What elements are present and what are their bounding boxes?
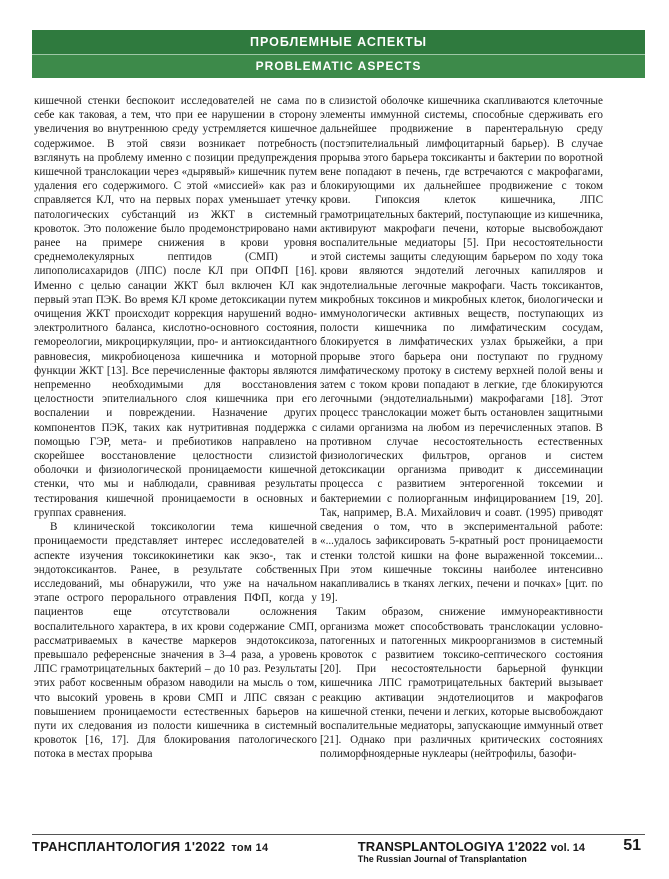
journal-title-ru: ТРАНСПЛАНТОЛОГИЯ 1'2022 (32, 839, 226, 854)
page-number: 51 (623, 837, 641, 854)
left-paragraph-1: кишечной стенки беспокоит исследователей не сама по себе как таковая, а тем, что при ее нарушении в сторону увеличения во внутреннюю среду устремляется кишечное содержимое. В этой связи возникает потребность взглянуть на проблему именно с позиции предупреждения кишечной транслокации через «дырявый» кишечник путем удаления его содержимого. С этой «миссией» как раз и справляется КЛ, что на первых порах уменьшает утечку патологических субстанций из ЖКТ в системный кровоток. Это положение было продемонстрировано нами ранее на примере снижения в крови уровня среднемолекулярных пептидов (СМП) и липополисахаридов (ЛПС) после КЛ при ОПФП [16]. Именно с целью санации ЖКТ был включен КЛ как первый этап ПЭК. Во время КЛ кроме детоксикации путем очищения ЖКТ происходит коррекция нарушений водно-электролитного баланса, кислотно-основного состояния, гемореологии, микроциркуляции, про- и антиоксидантного равновесия, микробиоценоза кишечника и моторной функции ЖКТ [13]. Все перечисленные факторы являются непременно необходимыми для восстановления целостности эпителиального слоя кишечника при его воспалении и повреждении. Назначение других компонентов ПЭК, таких как нутритивная поддержка с помощью ГЭР, мета- и пребиотиков направлено на скорейшее восстановление целостности слизистой оболочки и физиологической проницаемости кишечной стенки, что мы и наблюдали, сравнивая результаты тестирования кишечной проницаемости в основных и группах сравнения. (34, 95, 317, 519)
journal-subtitle-en: The Russian Journal of Transplantation (357, 854, 527, 864)
page-footer (32, 834, 645, 865)
section-title-ru: ПРОБЛЕМНЫЕ АСПЕКТЫ (32, 30, 645, 55)
journal-volume-en: vol. 14 (550, 842, 585, 854)
journal-volume-ru: том 14 (231, 842, 269, 854)
left-column (34, 94, 317, 824)
left-paragraph-2: В клинической токсикологии тема кишечной проницаемости представляет интерес исследователей в аспекте изучения токсикокинетики как экзо-, так и эндотоксикантов. Ранее, в результате собственных исследований, мы обнаружили, что уже на начальном этапе острого перорального отравления ПФП, когда у пациентов еще отсутствовали осложнения воспалительного характера, в их крови содержание СМП, рассматриваемых в качестве маркеров эндотоксикоза, превышало референсные значения в 3–4 раза, а уровень ЛПС грамотрицательных бактерий – до 10 раз. Результаты этих работ косвенным образом наводили на мысль о том, что высокий уровень в крови СМП и ЛПС связан с повышением проницаемости естественных барьеров на пути их следования из полости кишечника в системный кровоток [16, 17]. Для блокирования патологического потока в местах прорыва (34, 521, 317, 761)
right-column (320, 94, 603, 824)
section-banner (32, 30, 645, 78)
footer-journal-ru (32, 839, 268, 854)
journal-title-en: TRANSPLANTOLOGIYA 1'2022 (357, 839, 547, 854)
right-paragraph-2: Таким образом, снижение иммунореактивности организма может способствовать транслокации условно-патогенных и патогенных микроорганизмов в системный кровоток с развитием токсико-септического состояния [20]. При несостоятельности барьерной функции кишечника ЛПС грамотрицательных бактерий вызывает реакцию активации эндотелиоцитов и макрофагов кишечной стенки, печени и легких, которые высвобождают воспалительные медиаторы, запускающие иммунный ответ [21]. Однако при различных критических состояниях полиморфноядерные нуклеары (нейтрофилы, базофи- (320, 606, 603, 761)
footer-journal-en (358, 839, 585, 864)
right-paragraph-1: в слизистой оболочке кишечника скапливаются клеточные элементы иммунной системы, способные сдерживать его дальнейшее продвижение в парентеральную среду (постэпителиальный лимфоцитарный барьер). В случае прорыва этого барьера токсиканты и бактерии по воротной вене попадают в печень, где встречаются с макрофагами, блокирующими их дальнейшее продвижение с током крови. Гипоксия клеток кишечника, ЛПС грамотрицательных бактерий, поступающие из кишечника, активируют макрофаги печени, которые высвобождают воспалительные медиаторы [5]. При несостоятельности этой системы защиты следующим барьером по ходу тока крови являются эндотелий легочных капилляров и эндотелиальные легочные макрофаги. Часть токсикантов, микробных токсинов и микробных клеток, биологически и иммунологически активных веществ, поступающих из полости кишечника по лимфатическим сосудам, блокируется в лимфатических узлах брыжейки, а при прорыве этого барьера они поступают по грудному лимфатическому протоку в систему верхней полой вены и затем с током крови попадают в легкие, где блокируются легочными (эндотелиальными) макрофагами [18]. Этот процесс транслокации может быть остановлен защитными силами организма на любом из перечисленных этапов. В противном случае несостоятельность естественных физиологических фильтров, органов и систем детоксикации организма приводит к диссеминации процесса с развитием энтерогенной токсемии и бактериемии с полиорганным инфицированием [19, 20]. Так, например, В.А. Михайлович и соавт. (1995) приводят сведения о том, что в экспериментальной работе: «...удалось зафиксировать 5-кратный рост проницаемости стенки толстой кишки на фоне выраженной токсемии... При этом кишечные токсины наиболее интенсивно накапливались в тканях легких, печени и почках» [цит. по 19]. (320, 95, 603, 605)
section-title-en: PROBLEMATIC ASPECTS (32, 55, 645, 78)
